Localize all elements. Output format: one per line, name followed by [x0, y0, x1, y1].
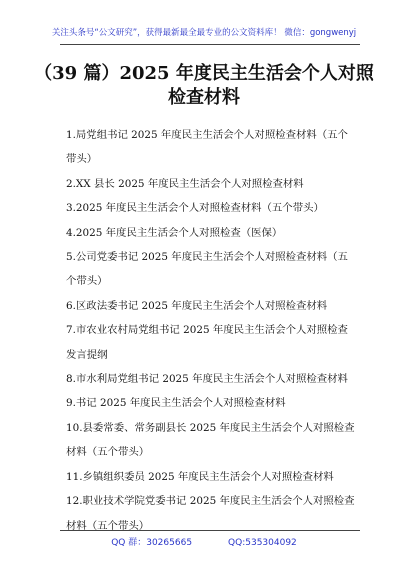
list-item: 9.书记 2025 年度民主生活会个人对照检查材料 — [66, 397, 286, 410]
list-item: 3.2025 年度民主生活会个人对照检查材料（五个带头） — [66, 202, 324, 215]
title-line-2: 检查材料 — [168, 87, 240, 108]
document-list — [66, 123, 356, 538]
list-item: 2.XX 县长 2025 年度民主生活会个人对照检查材料 — [66, 177, 304, 190]
list-item: 11.乡镇组织委员 2025 年度民主生活会个人对照检查材料 — [66, 470, 334, 483]
list-item: 5.公司党委书记 2025 年度民主生活会个人对照检查材料（五个带头） — [66, 251, 348, 288]
list-item: 4.2025 年度民主生活会个人对照检查（医保） — [66, 226, 283, 239]
document-title — [20, 62, 388, 110]
list-item: 1.局党组书记 2025 年度民主生活会个人对照检查材料（五个带头） — [66, 129, 348, 166]
footer-qq: QQ:535304092 — [228, 538, 297, 548]
header-banner: 关注头条号“公文研究”，获得最新最全最专业的公文资料库！ 微信：gongwenyj — [51, 28, 357, 38]
title-line-1: （39 篇）2025 年度民主生活会个人对照 — [34, 63, 374, 84]
list-item: 10.县委常委、常务副县长 2025 年度民主生活会个人对照检查材料（五个带头） — [66, 421, 355, 459]
footer — [0, 535, 408, 548]
footer-qq-group: QQ 群：30265665 — [111, 538, 193, 548]
list-item: 6.区政法委书记 2025 年度民主生活会个人对照检查材料 — [66, 299, 328, 312]
header-divider — [60, 44, 360, 45]
footer-divider — [60, 530, 360, 531]
list-item: 7.市农业农村局党组书记 2025 年度民主生活会个人对照检查发言提纲 — [66, 324, 348, 361]
list-item: 8.市水利局党组书记 2025 年度民主生活会个人对照检查材料 — [66, 373, 348, 386]
list-item: 12.职业技术学院党委书记 2025 年度民主生活会个人对照检查材料（五个带头） — [66, 495, 355, 532]
